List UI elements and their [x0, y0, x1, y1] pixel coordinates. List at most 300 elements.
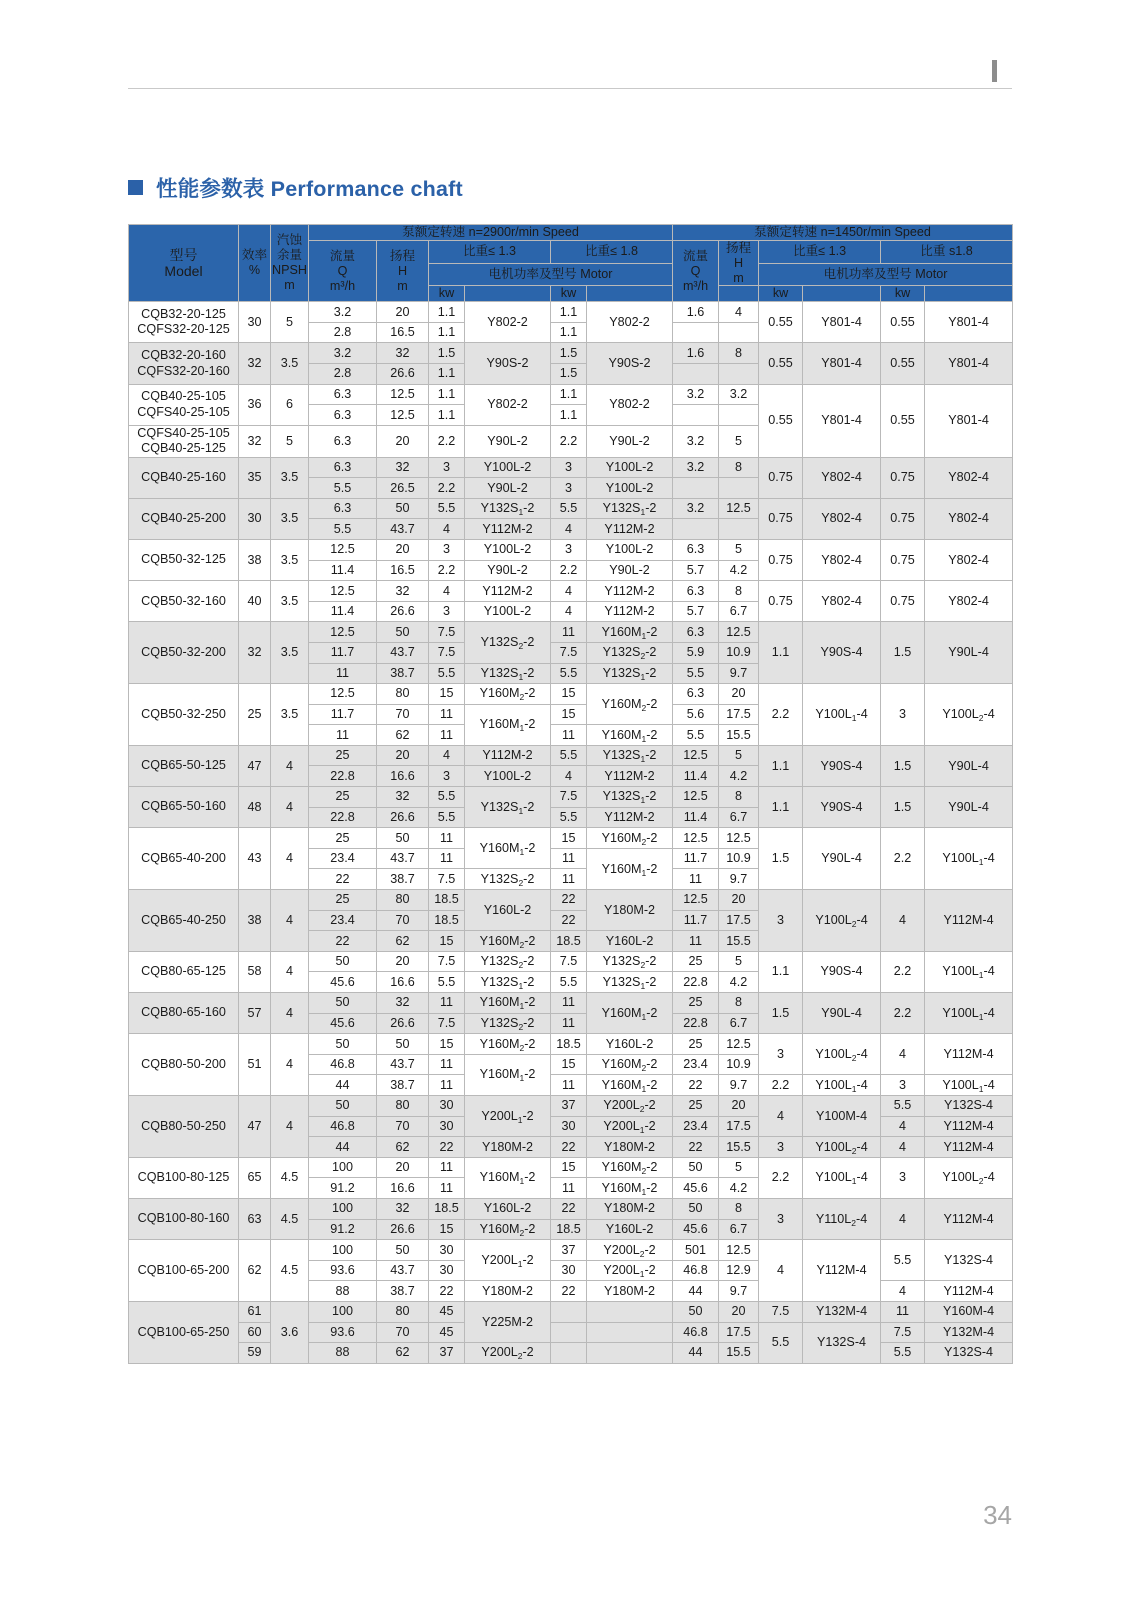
cell-head-2900: 62	[377, 1137, 429, 1158]
cell-head-2900: 62	[377, 931, 429, 952]
table-row	[129, 1301, 1013, 1322]
cell-flow-1450: 11.4	[673, 766, 719, 787]
cell-head-1450: 12.5	[719, 828, 759, 849]
cell-kw-2900-sg13: 11	[429, 828, 465, 849]
cell-head-1450: 9.7	[719, 1281, 759, 1302]
cell-head-1450: 17.5	[719, 910, 759, 931]
cell-npsh: 6	[271, 384, 309, 425]
cell-npsh: 4.5	[271, 1198, 309, 1239]
cell-head-2900: 26.5	[377, 478, 429, 499]
cell-kw-1450-sg13: 1.5	[759, 828, 803, 890]
cell-kw-2900-sg13: 11	[429, 1157, 465, 1178]
cell-flow-2900: 25	[309, 890, 377, 911]
cell-flow-1450: 5.6	[673, 704, 719, 725]
cell-model: CQB80-50-200	[129, 1034, 239, 1096]
cell-head-1450: 17.5	[719, 704, 759, 725]
cell-efficiency: 25	[239, 684, 271, 746]
cell-efficiency: 57	[239, 993, 271, 1034]
cell-motor-2900-sg18: $Y160M_2-2$	[587, 1054, 673, 1075]
cell-head-1450: 8	[719, 787, 759, 808]
cell-motor-1450-sg13: $Y100L_1-4$	[803, 1157, 881, 1198]
cell-motor-2900-sg18: $Y200L_1-2$	[587, 1260, 673, 1281]
cell-kw-1450-sg18: 4	[881, 1198, 925, 1239]
cell-flow-1450: 23.4	[673, 1054, 719, 1075]
cell-kw-2900-sg13: 30	[429, 1240, 465, 1261]
cell-kw-2900-sg13: 11	[429, 1178, 465, 1199]
cell-motor-1450-sg18: Y132S-4	[925, 1240, 1013, 1281]
cell-head-2900: 20	[377, 1157, 429, 1178]
cell-kw-2900-sg18: 4	[551, 766, 587, 787]
cell-flow-2900: 11	[309, 663, 377, 684]
cell-head-2900: 80	[377, 684, 429, 705]
cell-kw-2900-sg13: 3	[429, 457, 465, 478]
cell-npsh: 5	[271, 425, 309, 457]
cell-model: CQB40-25-200	[129, 498, 239, 539]
cell-kw-2900-sg18: 5.5	[551, 972, 587, 993]
cell-efficiency: 51	[239, 1034, 271, 1096]
cell-motor-2900-sg18: $Y160M_2-2$	[587, 1157, 673, 1178]
cell-motor-2900-sg18: Y100L-2	[587, 457, 673, 478]
cell-head-1450: 5	[719, 1157, 759, 1178]
cell-motor-1450-sg18: Y90L-4	[925, 745, 1013, 786]
cell-head-1450: 4.2	[719, 972, 759, 993]
cell-motor-2900-sg13: $Y160M_1-2$	[465, 1054, 551, 1095]
cell-kw-2900-sg18: 11	[551, 622, 587, 643]
cell-kw-2900-sg18: 3	[551, 478, 587, 499]
cell-flow-1450: 46.8	[673, 1260, 719, 1281]
cell-kw-2900-sg18: 5.5	[551, 498, 587, 519]
cell-motor-2900-sg18: $Y132S_1-2$	[587, 972, 673, 993]
cell-npsh: 3.6	[271, 1301, 309, 1363]
cell-head-1450: 15.5	[719, 1343, 759, 1364]
cell-head-1450: 15.5	[719, 931, 759, 952]
cell-flow-1450: 23.4	[673, 1116, 719, 1137]
cell-motor-2900-sg18: Y802-2	[587, 302, 673, 343]
cell-model: CQB32-20-160 CQFS32-20-160	[129, 343, 239, 384]
cell-motor-2900-sg18: $Y132S_1-2$	[587, 745, 673, 766]
cell-motor-2900-sg13: Y225M-2	[465, 1301, 551, 1342]
cell-efficiency: 62	[239, 1240, 271, 1302]
cell-motor-1450-sg13: Y90S-4	[803, 951, 881, 992]
cell-head-1450: 6.7	[719, 1219, 759, 1240]
cell-motor-1450-sg13: Y801-4	[803, 343, 881, 384]
cell-kw-2900-sg13: 1.1	[429, 302, 465, 323]
cell-model: CQB65-50-160	[129, 787, 239, 828]
cell-flow-1450: 50	[673, 1198, 719, 1219]
cell-motor-1450-sg13: Y132M-4	[803, 1301, 881, 1322]
cell-kw-2900-sg18: 18.5	[551, 1034, 587, 1055]
cell-flow-2900: 44	[309, 1137, 377, 1158]
cell-flow-1450: 45.6	[673, 1219, 719, 1240]
table-row	[129, 343, 1013, 364]
cell-kw-2900-sg13: 11	[429, 1075, 465, 1096]
cell-motor-2900-sg13: Y100L-2	[465, 539, 551, 560]
cell-kw-2900-sg18: 37	[551, 1240, 587, 1261]
cell-kw-2900-sg13: 5.5	[429, 972, 465, 993]
cell-motor-1450-sg13: $Y100L_2-4$	[803, 1137, 881, 1158]
cell-kw-1450-sg13: 0.75	[759, 581, 803, 622]
cell-head-2900: 50	[377, 828, 429, 849]
cell-motor-1450-sg18: Y90L-4	[925, 622, 1013, 684]
cell-kw-1450-sg18: 2.2	[881, 993, 925, 1034]
header-speed-2900: 泵额定转速 n=2900r/min Speed	[309, 225, 673, 241]
cell-motor-2900-sg18	[587, 1322, 673, 1343]
cell-kw-2900-sg13: 22	[429, 1281, 465, 1302]
header-kw-2900-sg18: kw	[551, 286, 587, 302]
cell-motor-2900-sg13: $Y160M_1-2$	[465, 704, 551, 745]
cell-flow-2900: 25	[309, 787, 377, 808]
cell-model: CQB32-20-125 CQFS32-20-125	[129, 302, 239, 343]
cell-flow-1450: 5.7	[673, 601, 719, 622]
header-flow-1450: 流量 Q m³/h	[673, 240, 719, 301]
cell-model: CQB65-40-250	[129, 890, 239, 952]
table-row	[129, 890, 1013, 911]
cell-kw-2900-sg13: 15	[429, 684, 465, 705]
cell-npsh: 4	[271, 787, 309, 828]
cell-kw-1450-sg18: 2.2	[881, 828, 925, 890]
cell-motor-2900-sg13: Y112M-2	[465, 519, 551, 540]
cell-motor-1450-sg13: $Y100L_1-4$	[803, 1075, 881, 1096]
cell-head-1450: 12.5	[719, 498, 759, 519]
cell-model: CQB80-65-160	[129, 993, 239, 1034]
cell-head-2900: 62	[377, 1343, 429, 1364]
cell-head-2900: 32	[377, 457, 429, 478]
cell-motor-2900-sg13: $Y132S_2-2$	[465, 951, 551, 972]
cell-flow-2900: 88	[309, 1343, 377, 1364]
cell-kw-1450-sg18: 4	[881, 890, 925, 952]
cell-kw-1450-sg13: 3	[759, 1198, 803, 1239]
cell-motor-2900-sg18: Y100L-2	[587, 478, 673, 499]
cell-head-1450: 9.7	[719, 663, 759, 684]
bullet-square-icon	[128, 180, 143, 195]
cell-head-2900: 50	[377, 1034, 429, 1055]
cell-head-2900: 26.6	[377, 601, 429, 622]
cell-kw-2900-sg13: 15	[429, 1034, 465, 1055]
cell-flow-2900: 6.3	[309, 405, 377, 426]
cell-head-1450: 20	[719, 1301, 759, 1322]
cell-kw-2900-sg13: 5.5	[429, 807, 465, 828]
cell-head-2900: 16.6	[377, 972, 429, 993]
table-row	[129, 745, 1013, 766]
cell-kw-2900-sg13: 45	[429, 1322, 465, 1343]
cell-motor-2900-sg18: Y112M-2	[587, 807, 673, 828]
cell-head-2900: 43.7	[377, 1260, 429, 1281]
cell-head-1450	[719, 322, 759, 343]
cell-head-1450: 4	[719, 302, 759, 323]
cell-kw-2900-sg13: 15	[429, 1219, 465, 1240]
cell-motor-2900-sg13: $Y160M_1-2$	[465, 828, 551, 869]
cell-model: CQB50-32-250	[129, 684, 239, 746]
cell-head-2900: 43.7	[377, 1054, 429, 1075]
cell-motor-2900-sg18: Y802-2	[587, 384, 673, 425]
cell-model: CQB40-25-105 CQFS40-25-105	[129, 384, 239, 425]
cell-kw-1450-sg13: 1.1	[759, 622, 803, 684]
cell-motor-1450-sg13: Y801-4	[803, 302, 881, 343]
cell-head-2900: 70	[377, 910, 429, 931]
cell-kw-2900-sg18: 15	[551, 1157, 587, 1178]
cell-head-1450: 12.5	[719, 1034, 759, 1055]
cell-flow-1450: 22	[673, 1075, 719, 1096]
cell-motor-1450-sg18: Y802-4	[925, 539, 1013, 580]
cell-kw-2900-sg18: 18.5	[551, 931, 587, 952]
cell-kw-1450-sg13: 3	[759, 1137, 803, 1158]
cell-kw-2900-sg13: 1.1	[429, 322, 465, 343]
cell-kw-1450-sg18: 11	[881, 1301, 925, 1322]
cell-motor-2900-sg18: Y90L-2	[587, 560, 673, 581]
cell-kw-2900-sg18: 22	[551, 890, 587, 911]
cell-motor-2900-sg13: Y100L-2	[465, 457, 551, 478]
cell-kw-1450-sg18: 5.5	[881, 1095, 925, 1116]
header-model: 型号 Model	[129, 225, 239, 302]
cell-head-1450: 5	[719, 745, 759, 766]
cell-head-2900: 12.5	[377, 384, 429, 405]
cell-npsh: 4	[271, 890, 309, 952]
cell-motor-2900-sg13: Y90S-2	[465, 343, 551, 384]
cell-head-1450	[719, 364, 759, 385]
table-row	[129, 1095, 1013, 1116]
cell-efficiency: 43	[239, 828, 271, 890]
cell-kw-2900-sg13: 11	[429, 725, 465, 746]
cell-kw-2900-sg18: 7.5	[551, 951, 587, 972]
cell-kw-1450-sg18: 0.75	[881, 581, 925, 622]
cell-flow-2900: 100	[309, 1157, 377, 1178]
cell-flow-1450: 45.6	[673, 1178, 719, 1199]
cell-motor-2900-sg13: Y112M-2	[465, 745, 551, 766]
cell-kw-1450-sg13: 0.55	[759, 343, 803, 384]
cell-flow-2900: 11	[309, 725, 377, 746]
cell-flow-2900: 45.6	[309, 1013, 377, 1034]
cell-kw-2900-sg13: 7.5	[429, 622, 465, 643]
cell-flow-1450: 6.3	[673, 684, 719, 705]
cell-head-2900: 20	[377, 539, 429, 560]
cell-kw-1450-sg13: 2.2	[759, 1075, 803, 1096]
cell-flow-2900: 44	[309, 1075, 377, 1096]
cell-kw-2900-sg18: 1.1	[551, 302, 587, 323]
cell-efficiency: 58	[239, 951, 271, 992]
cell-head-1450: 5	[719, 425, 759, 457]
cell-motor-2900-sg18: $Y132S_2-2$	[587, 951, 673, 972]
cell-motor-2900-sg13: $Y160M_1-2$	[465, 1157, 551, 1198]
cell-flow-2900: 12.5	[309, 581, 377, 602]
cell-flow-1450: 11.7	[673, 910, 719, 931]
cell-head-2900: 26.6	[377, 364, 429, 385]
cell-head-1450: 20	[719, 890, 759, 911]
cell-kw-2900-sg13: 1.1	[429, 405, 465, 426]
cell-head-2900: 38.7	[377, 1075, 429, 1096]
cell-head-2900: 20	[377, 425, 429, 457]
cell-motor-1450-sg13: $Y110L_2-4$	[803, 1198, 881, 1239]
cell-motor-2900-sg13: $Y200L_1-2$	[465, 1095, 551, 1136]
cell-motor-2900-sg18: $Y132S_1-2$	[587, 663, 673, 684]
cell-kw-2900-sg13: 5.5	[429, 663, 465, 684]
cell-motor-2900-sg13: $Y160M_2-2$	[465, 931, 551, 952]
cell-motor-2900-sg18: Y90S-2	[587, 343, 673, 384]
cell-motor-2900-sg13: $Y132S_1-2$	[465, 663, 551, 684]
cell-model: CQB40-25-160	[129, 457, 239, 498]
header-motor-model-2900-sg18	[587, 286, 673, 302]
cell-motor-1450-sg13: $Y100L_2-4$	[803, 890, 881, 952]
cell-efficiency: 40	[239, 581, 271, 622]
cell-motor-2900-sg13: $Y132S_1-2$	[465, 972, 551, 993]
cell-flow-2900: 12.5	[309, 622, 377, 643]
cell-motor-2900-sg18: Y180M-2	[587, 890, 673, 931]
cell-motor-2900-sg18: $Y200L_1-2$	[587, 1116, 673, 1137]
cell-head-2900: 50	[377, 498, 429, 519]
cell-flow-2900: 11.4	[309, 560, 377, 581]
section-title	[128, 172, 463, 203]
cell-kw-2900-sg18: 2.2	[551, 560, 587, 581]
cell-motor-2900-sg18: Y160L-2	[587, 931, 673, 952]
cell-head-1450: 12.5	[719, 622, 759, 643]
cell-kw-2900-sg18: 4	[551, 601, 587, 622]
cell-kw-2900-sg13: 11	[429, 993, 465, 1014]
cell-flow-2900: 3.2	[309, 343, 377, 364]
cell-model: CQB100-80-125	[129, 1157, 239, 1198]
cell-head-1450: 9.7	[719, 1075, 759, 1096]
cell-kw-2900-sg13: 22	[429, 1137, 465, 1158]
cell-kw-1450-sg13: 1.1	[759, 951, 803, 992]
cell-flow-2900: 6.3	[309, 457, 377, 478]
cell-npsh: 3.5	[271, 343, 309, 384]
cell-flow-1450	[673, 478, 719, 499]
cell-head-1450: 20	[719, 684, 759, 705]
cell-kw-1450-sg13: 2.2	[759, 1157, 803, 1198]
cell-flow-2900: 50	[309, 993, 377, 1014]
cell-flow-1450: 25	[673, 1095, 719, 1116]
cell-flow-1450: 11	[673, 869, 719, 890]
cell-head-2900: 26.6	[377, 807, 429, 828]
cell-motor-1450-sg18: Y132S-4	[925, 1095, 1013, 1116]
cell-motor-2900-sg13: $Y160M_2-2$	[465, 1219, 551, 1240]
cell-motor-1450-sg13: Y802-4	[803, 581, 881, 622]
cell-motor-2900-sg18: $Y160M_2-2$	[587, 828, 673, 849]
cell-kw-2900-sg18: 1.1	[551, 384, 587, 405]
cell-kw-1450-sg13: 2.2	[759, 684, 803, 746]
cell-kw-2900-sg13: 2.2	[429, 425, 465, 457]
cell-motor-2900-sg13: Y160L-2	[465, 890, 551, 931]
cell-motor-2900-sg13: Y802-2	[465, 302, 551, 343]
cell-flow-1450: 22	[673, 1137, 719, 1158]
cell-motor-2900-sg18: Y112M-2	[587, 601, 673, 622]
cell-flow-2900: 5.5	[309, 519, 377, 540]
cell-motor-2900-sg18: $Y200L_2-2$	[587, 1240, 673, 1261]
cell-motor-1450-sg18: $Y100L_1-4$	[925, 951, 1013, 992]
cell-kw-1450-sg18: 5.5	[881, 1343, 925, 1364]
cell-motor-1450-sg18: Y801-4	[925, 343, 1013, 384]
header-kw-1450-sg18: kw	[881, 286, 925, 302]
cell-model: CQB50-32-160	[129, 581, 239, 622]
cell-kw-2900-sg13: 4	[429, 581, 465, 602]
cell-flow-1450: 5.5	[673, 663, 719, 684]
cell-flow-1450: 5.7	[673, 560, 719, 581]
cell-motor-1450-sg18: Y90L-4	[925, 787, 1013, 828]
cell-kw-1450-sg18: 0.55	[881, 302, 925, 343]
header-head-1450-blank	[719, 286, 759, 302]
cell-model: CQB50-32-200	[129, 622, 239, 684]
cell-motor-2900-sg13: $Y132S_2-2$	[465, 1013, 551, 1034]
cell-flow-1450: 12.5	[673, 787, 719, 808]
cell-head-1450	[719, 478, 759, 499]
cell-flow-2900: 25	[309, 828, 377, 849]
cell-motor-1450-sg18: Y801-4	[925, 302, 1013, 343]
cell-flow-2900: 12.5	[309, 684, 377, 705]
cell-flow-2900: 23.4	[309, 848, 377, 869]
cell-motor-1450-sg18: $Y100L_2-4$	[925, 684, 1013, 746]
cell-kw-2900-sg18: 5.5	[551, 745, 587, 766]
cell-flow-1450: 12.5	[673, 745, 719, 766]
cell-flow-1450: 12.5	[673, 828, 719, 849]
cell-npsh: 3.5	[271, 622, 309, 684]
cell-motor-2900-sg18: Y100L-2	[587, 539, 673, 560]
cell-head-2900: 16.5	[377, 560, 429, 581]
cell-flow-2900: 11.7	[309, 642, 377, 663]
cell-flow-2900: 3.2	[309, 302, 377, 323]
cell-flow-1450: 3.2	[673, 498, 719, 519]
cell-kw-1450-sg18: 0.75	[881, 539, 925, 580]
cell-kw-1450-sg18: 5.5	[881, 1240, 925, 1281]
header-flow-2900: 流量 Q m³/h	[309, 240, 377, 301]
cell-kw-2900-sg13: 7.5	[429, 951, 465, 972]
cell-motor-2900-sg13: $Y132S_1-2$	[465, 498, 551, 519]
cell-motor-1450-sg18: Y112M-4	[925, 1198, 1013, 1239]
cell-motor-2900-sg18: Y180M-2	[587, 1198, 673, 1219]
cell-efficiency: 30	[239, 498, 271, 539]
cell-head-2900: 32	[377, 1198, 429, 1219]
cell-kw-1450-sg18: 1.5	[881, 745, 925, 786]
cell-model: CQB100-65-250	[129, 1301, 239, 1363]
cell-efficiency: 48	[239, 787, 271, 828]
cell-flow-1450: 6.3	[673, 539, 719, 560]
cell-kw-2900-sg13: 2.2	[429, 478, 465, 499]
table-row	[129, 1034, 1013, 1055]
cell-head-1450: 4.2	[719, 766, 759, 787]
cell-kw-2900-sg18: 15	[551, 1054, 587, 1075]
cell-kw-1450-sg13: 4	[759, 1095, 803, 1136]
cell-motor-1450-sg13: Y90S-4	[803, 787, 881, 828]
cell-motor-1450-sg18: Y132S-4	[925, 1343, 1013, 1364]
header-sg18-2900: 比重≤ 1.8	[551, 240, 673, 263]
header-motor-model-1450-sg18	[925, 286, 1013, 302]
cell-motor-1450-sg13: $Y100L_1-4$	[803, 684, 881, 746]
cell-model: CQB80-65-125	[129, 951, 239, 992]
cell-efficiency: 32	[239, 622, 271, 684]
cell-npsh: 4	[271, 993, 309, 1034]
cell-flow-2900: 6.3	[309, 384, 377, 405]
cell-flow-2900: 100	[309, 1301, 377, 1322]
table-row	[129, 539, 1013, 560]
cell-kw-2900-sg18: 11	[551, 1178, 587, 1199]
cell-head-1450: 10.9	[719, 642, 759, 663]
cell-flow-1450	[673, 364, 719, 385]
cell-efficiency: 47	[239, 1095, 271, 1157]
cell-motor-2900-sg18: $Y132S_1-2$	[587, 787, 673, 808]
cell-flow-1450: 11.7	[673, 848, 719, 869]
cell-npsh: 4.5	[271, 1157, 309, 1198]
cell-flow-2900: 12.5	[309, 539, 377, 560]
cell-motor-2900-sg18: $Y160M_1-2$	[587, 1075, 673, 1096]
cell-head-1450: 8	[719, 581, 759, 602]
cell-head-1450: 20	[719, 1095, 759, 1116]
cell-motor-1450-sg13: Y100M-4	[803, 1095, 881, 1136]
cell-model: CQB65-50-125	[129, 745, 239, 786]
header-efficiency: 效率 %	[239, 225, 271, 302]
cell-npsh: 4	[271, 745, 309, 786]
cell-kw-2900-sg13: 4	[429, 745, 465, 766]
cell-head-2900: 32	[377, 787, 429, 808]
cell-flow-2900: 93.6	[309, 1260, 377, 1281]
performance-table	[128, 224, 1013, 1364]
cell-motor-2900-sg13: $Y160M_2-2$	[465, 1034, 551, 1055]
